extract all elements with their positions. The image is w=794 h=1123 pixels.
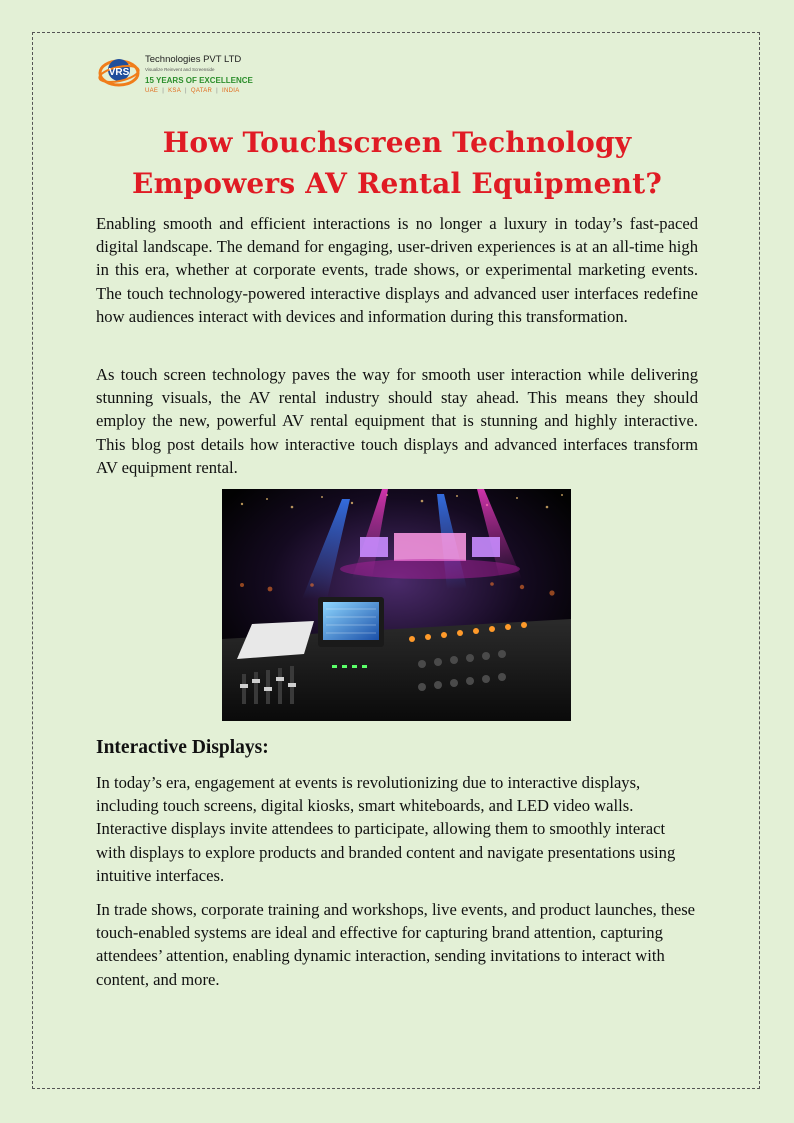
region-qatar: QATAR — [190, 88, 213, 94]
vrs-logo-icon — [98, 55, 140, 91]
company-logo[interactable] — [98, 51, 268, 99]
logo-company-name: Technologies PVT LTD — [145, 54, 242, 65]
displays-paragraph-1: In today’s era, engagement at events is revolutionizing due to interactive displays, including touch screens, digital kiosks, smart whiteboards, and LED video walls. Interactive displays invite attendees to participate, allowing them to smoothly interact with displays to explore products and branded content and navigate presentations using intuitive interfaces. — [96, 773, 676, 885]
title-line-2: Empowers AV Rental Equipment? — [132, 167, 662, 200]
event-av-console-image — [222, 489, 571, 721]
logo-tagline: Visualize Reinvent and Screenside — [145, 67, 215, 72]
intro-paragraph: Enabling smooth and efficient interactions is no longer a luxury in today’s fast-paced digital landscape. The demand for engaging, user-driven experiences is at an all-time high in this era, whether at corporate events, trade shows, or experimental marketing events. The touch technology-powered interactive displays and advanced user interfaces redefine how audiences interact with devices and information during this transformation. — [96, 214, 698, 326]
page-title — [96, 122, 698, 204]
logo-regions: UAE | KSA | QATAR | INDIA — [145, 88, 240, 94]
region-uae: UAE — [145, 88, 159, 94]
stage-photo-illustration — [222, 489, 571, 721]
section-heading-interactive-displays: Interactive Displays: — [96, 737, 269, 758]
region-ksa: KSA — [168, 88, 182, 94]
region-india: INDIA — [222, 88, 240, 94]
displays-paragraph-2: In trade shows, corporate training and workshops, live events, and product launches, these touch-enabled systems are ideal and effective for capturing brand attention, capturing attendees’ attention, enabling dynamic interaction, sending invitations to interact with content, and more. — [96, 900, 696, 989]
title-line-1: How Touchscreen Technology — [162, 126, 632, 159]
logo-years-badge: 15 YEARS OF EXCELLENCE — [145, 76, 253, 85]
second-paragraph: As touch screen technology paves the way for smooth user interaction while delivering stunning visuals, the AV rental industry should stay ahead. This means they should employ the new, powerful AV rental equipment that is stunning and highly interactive. This blog post details how interactive touch displays and advanced interfaces transform AV equipment rental. — [96, 365, 698, 477]
logo-mark-text: VRS — [108, 67, 130, 78]
